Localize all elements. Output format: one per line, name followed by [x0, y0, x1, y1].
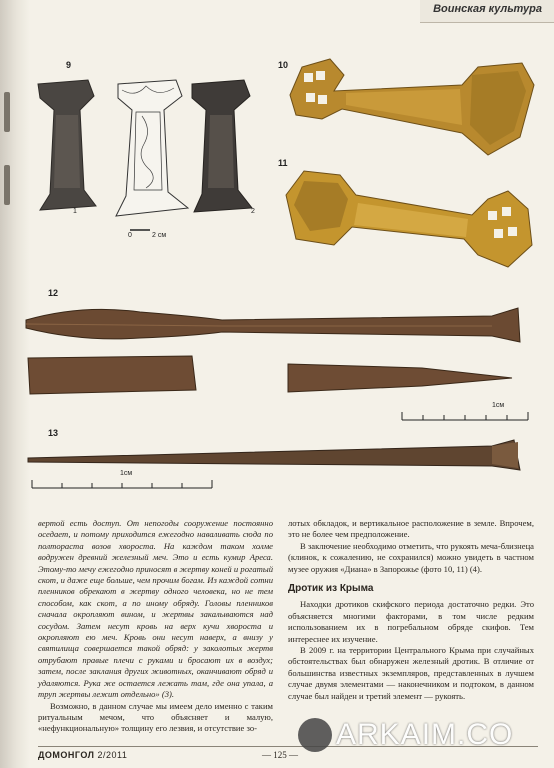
section-title: Воинская культура: [433, 3, 542, 15]
figure-9-number: 9: [66, 60, 72, 70]
right-text-column: [288, 518, 534, 702]
figure-12-spear-photo: [22, 298, 532, 430]
figure-11-number: 11: [278, 158, 288, 168]
figure-13-rod-photo: [22, 432, 532, 496]
magazine-name: ДОМОНГОЛ: [38, 750, 95, 760]
figure-9-scale-unit: 2 см: [152, 232, 167, 239]
figure-9-left-label: 1: [73, 208, 77, 215]
figure-12-scale-label: 1см: [492, 402, 505, 409]
right-column-paragraph: В 2009 г. на территории Центрального Крыма при случайных обстоятельствах был обнаружен железный дротик. В отличие от большинства известных экземпляров, представленных в лучшем случае двумя элементами — наконечником и подтоком, в данном случае был найден и третий элемент — рукоять.: [288, 645, 534, 701]
left-column-paragraph: Возможно, в данном случае мы имеем дело именно с таким ритуальным мечом, что объясняет и малую, «нефункциональную» толщину его лезвия, и отсутствие зо-: [38, 700, 273, 734]
right-column-paragraph: В заключение необходимо отметить, что рукоять меча-близнеца (клинок, к сожалению, не сохранился) можно увидеть в частном музее оружия «Диана» в Запорожье (фото 10, 11) (4).: [288, 540, 534, 574]
section-header-bar: [420, 0, 554, 23]
figure-13-scale-label: 1см: [120, 470, 133, 477]
watermark-text: ARKAIM.CO: [336, 718, 514, 751]
right-column-paragraph: лотых обкладок, и вертикальное расположение в земле. Впрочем, это не более чем предположение.: [288, 518, 534, 540]
spine-mark: [4, 165, 10, 205]
figure-11-hilt-photo: [282, 155, 544, 283]
page-number: — 125 —: [262, 750, 298, 760]
left-text-column: [38, 518, 273, 735]
figure-9-hilt-images: [26, 70, 276, 240]
figure-13-number: 13: [48, 428, 59, 438]
spine-mark: [4, 92, 10, 132]
right-column-paragraph: Находки дротиков скифского периода достаточно редки. Это объясняется многими факторами, в том числе редким использованием их в погребальном обряде скифов. Тем интереснее их изучение.: [288, 599, 534, 644]
footer-magazine: [38, 750, 127, 760]
figure-9-right-label: 2: [251, 208, 255, 215]
issue-number: 2/2011: [97, 750, 128, 760]
figure-12-number: 12: [48, 288, 59, 298]
figure-10-number: 10: [278, 60, 289, 70]
figure-9-scale-zero: 0: [128, 232, 132, 239]
left-column-quote: вертой есть доступ. От непогоды сооружение постоянно оседает, и потому приходится ежегодно наваливать сюда по полтораста возов хвороста. На каждом таком холме водружен древний железный меч. Это и есть кумир Ареса. Этому-то мечу ежегодно приносят в жертву коней и рогатый скот, и даже еще больше, чем прочим богам. Из каждой сотни пленников обрекают в жертву одного человека, но не тем способом, как скот, а по иному обряду. Головы пленников сначала окропляют вином, и жертвы закалываются над сосудом. Затем несут кровь на верх кучи хвороста и окропляют ею меч. Кровь они несут наверх, а внизу у святилища совершается такой обряд: у заколотых жертв отрубают правые плечи с руками и бросают их в воздух; затем, после заклания других животных, оканчивают обряд и удаляются. Рука же остается лежать там, где она упала, а труп жертвы лежит отдельно» (3).: [38, 518, 273, 700]
figure-10-hilt-photo: [282, 45, 544, 165]
watermark-logo-icon: [298, 718, 332, 752]
section-heading: Дротик из Крыма: [288, 583, 374, 595]
